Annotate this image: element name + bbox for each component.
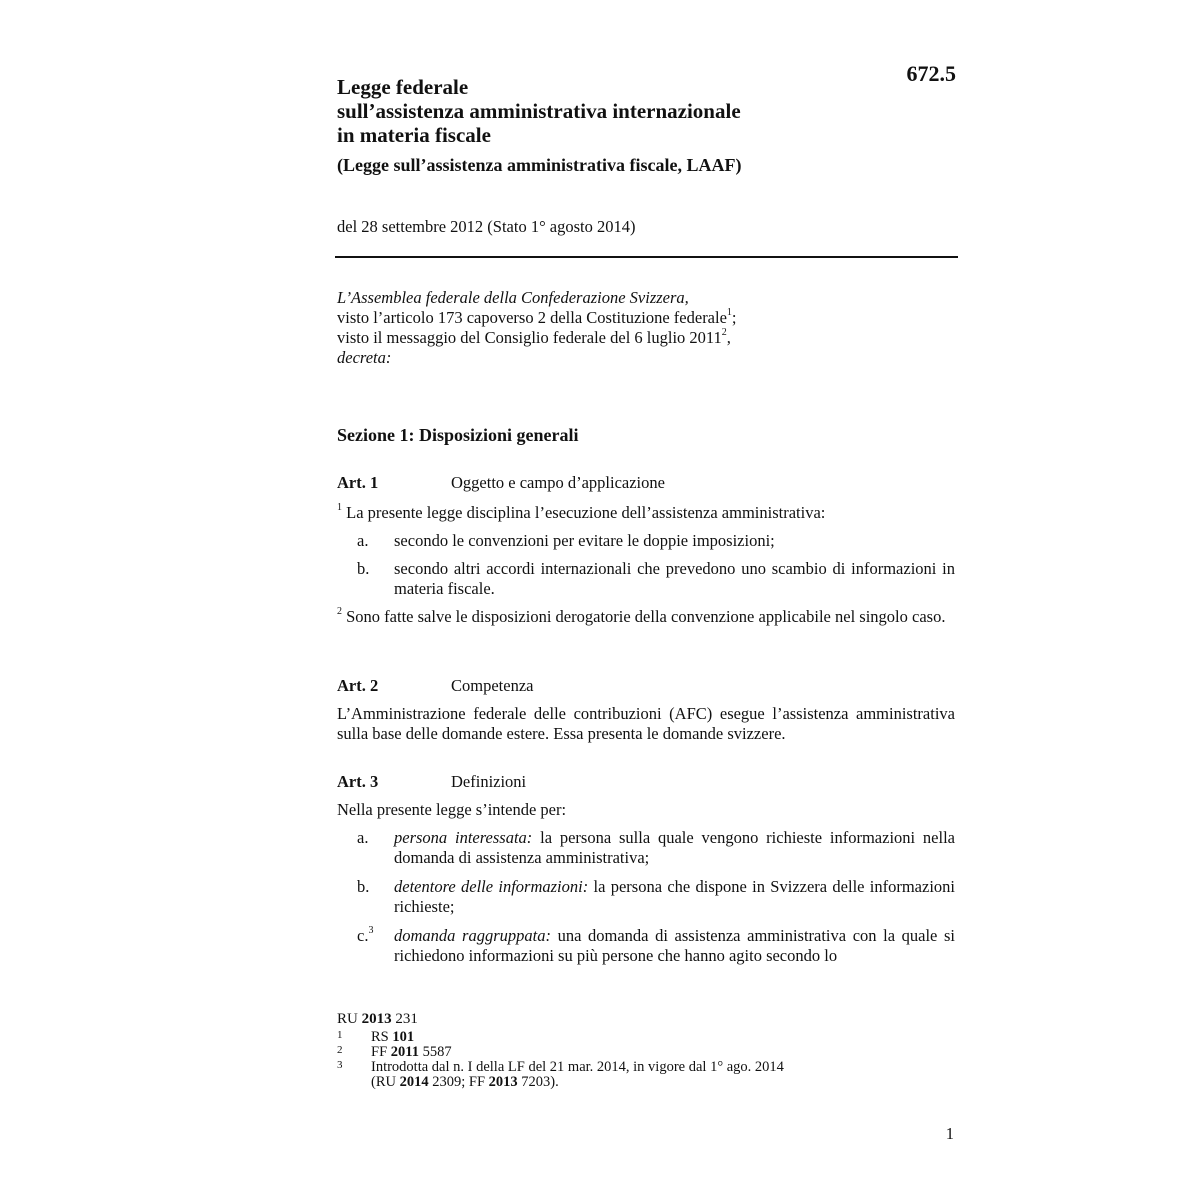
ru-page: 231 xyxy=(391,1011,418,1027)
article-title: Definizioni xyxy=(451,772,527,791)
preamble xyxy=(337,288,957,368)
article-number: Art. 3 xyxy=(337,772,379,791)
footnote-part-bold: 101 xyxy=(392,1029,415,1045)
law-title-line: Legge federale xyxy=(337,75,469,99)
preamble-text: visto l’articolo 173 capoverso 2 della Costituzione federale xyxy=(337,308,727,327)
article-1-paragraph-1 xyxy=(337,503,955,523)
sr-number: 672.5 xyxy=(906,61,956,86)
short-title: (Legge sull’assistenza amministrativa fiscale, LAAF) xyxy=(337,155,742,175)
footnote-part-bold: 2013 xyxy=(488,1074,518,1090)
preamble-text: visto il messaggio del Consiglio federale del 6 luglio 2011 xyxy=(337,328,722,347)
footnote-part: 7203). xyxy=(517,1074,559,1090)
law-title-line: sull’assistenza amministrativa internazionale xyxy=(337,99,741,123)
preamble-line xyxy=(337,328,957,348)
footnote-part: 2309; FF xyxy=(428,1074,489,1090)
footnote-part: 5587 xyxy=(418,1044,452,1060)
section-heading: Sezione 1: Disposizioni generali xyxy=(337,425,579,445)
article-1-paragraph-2 xyxy=(337,607,955,627)
definition-term: persona interessata: xyxy=(394,828,533,847)
footnote-continuation xyxy=(337,1075,957,1090)
footnote-number: 1 xyxy=(337,1029,343,1041)
preamble-line xyxy=(337,308,957,328)
article-number: Art. 2 xyxy=(337,676,379,695)
article-3-heading xyxy=(337,772,957,792)
footnote-part: Introdotta dal n. I della LF del 21 mar. 2014, in vigore dal 1° ago. 2014 xyxy=(371,1059,784,1075)
date-status-line: del 28 settembre 2012 (Stato 1° agosto 2014) xyxy=(337,217,636,236)
ru-prefix: RU xyxy=(337,1011,362,1027)
footnote-number: 3 xyxy=(337,1059,343,1071)
definition-term: detentore delle informazioni: xyxy=(394,877,589,896)
list-item-label xyxy=(357,926,373,946)
definition-text xyxy=(394,877,955,917)
footnote-ref[interactable]: 3 xyxy=(368,925,374,936)
footnote-ref[interactable]: 2 xyxy=(721,327,727,338)
list-item-label: b. xyxy=(357,559,370,578)
paragraph-text: La presente legge disciplina l’esecuzione dell’assistenza amministrativa: xyxy=(342,503,826,522)
ru-reference xyxy=(337,1012,418,1027)
article-2-heading xyxy=(337,676,957,696)
definition-term: domanda raggruppata: xyxy=(394,926,551,945)
definition-body: la persona sulla quale vengono richieste informazioni nella domanda di assistenza amministrativa; xyxy=(394,828,955,867)
footnote-part: RS xyxy=(371,1029,393,1045)
paragraph-text: Sono fatte salve le disposizioni derogatorie della convenzione applicabile nel singolo caso. xyxy=(342,607,946,626)
definition-text xyxy=(394,828,955,868)
footnote-item xyxy=(337,1045,957,1060)
law-title xyxy=(337,75,877,147)
official-compilation-ref xyxy=(337,1012,957,1030)
footnote-part-bold: 2011 xyxy=(390,1044,419,1060)
footnote-item xyxy=(337,1060,957,1075)
list-item-text: secondo altri accordi internazionali che prevedono uno scambio di informazioni in materia fiscale. xyxy=(394,559,955,598)
footnote-ref[interactable]: 1 xyxy=(726,307,732,318)
definition-text xyxy=(394,926,955,966)
article-number: Art. 1 xyxy=(337,473,379,492)
punctuation: , xyxy=(726,328,731,347)
article-title: Competenza xyxy=(451,676,534,695)
list-item-label: b. xyxy=(357,877,370,896)
preamble-assembly: L’Assemblea federale della Confederazione Svizzera, xyxy=(337,288,689,307)
article-2-text: L’Amministrazione federale delle contribuzioni (AFC) esegue l’assistenza amministrativa sulla base delle domande estere. Essa presenta le domande svizzere. xyxy=(337,704,955,743)
footnote-number: 2 xyxy=(337,1044,343,1056)
article-1-heading xyxy=(337,473,957,493)
preamble-decrees: decreta: xyxy=(337,348,392,367)
footnote-text xyxy=(371,1075,559,1090)
article-3-intro: Nella presente legge s’intende per: xyxy=(337,800,567,819)
list-label-letter: c. xyxy=(357,926,369,945)
footnote-text xyxy=(371,1045,452,1060)
footnote-part: (RU xyxy=(371,1074,400,1090)
list-item-text: secondo le convenzioni per evitare le doppie imposizioni; xyxy=(394,531,775,550)
list-item-label: a. xyxy=(357,828,369,847)
definition-body: la persona che dispone in Svizzera delle informazioni richieste; xyxy=(394,877,955,916)
law-title-line: in materia fiscale xyxy=(337,123,491,147)
footnotes xyxy=(337,1012,957,1090)
footnote-part: FF xyxy=(371,1044,391,1060)
footnote-part-bold: 2014 xyxy=(399,1074,429,1090)
list-item-label: a. xyxy=(357,531,369,550)
footnote-text xyxy=(371,1060,784,1075)
article-title: Oggetto e campo d’applicazione xyxy=(451,473,665,492)
page-number: 1 xyxy=(945,1124,954,1143)
footnote-text xyxy=(371,1030,414,1045)
footnote-item xyxy=(337,1030,957,1045)
header-divider xyxy=(335,256,958,258)
punctuation: ; xyxy=(731,308,737,327)
paragraph-number: 1 xyxy=(337,502,342,513)
paragraph-number: 2 xyxy=(337,606,342,617)
definition-body: una domanda di assistenza amministrativa con la quale si richiedono informazioni su più persone che hanno agito secondo lo xyxy=(394,926,955,965)
ru-year: 2013 xyxy=(361,1011,392,1027)
